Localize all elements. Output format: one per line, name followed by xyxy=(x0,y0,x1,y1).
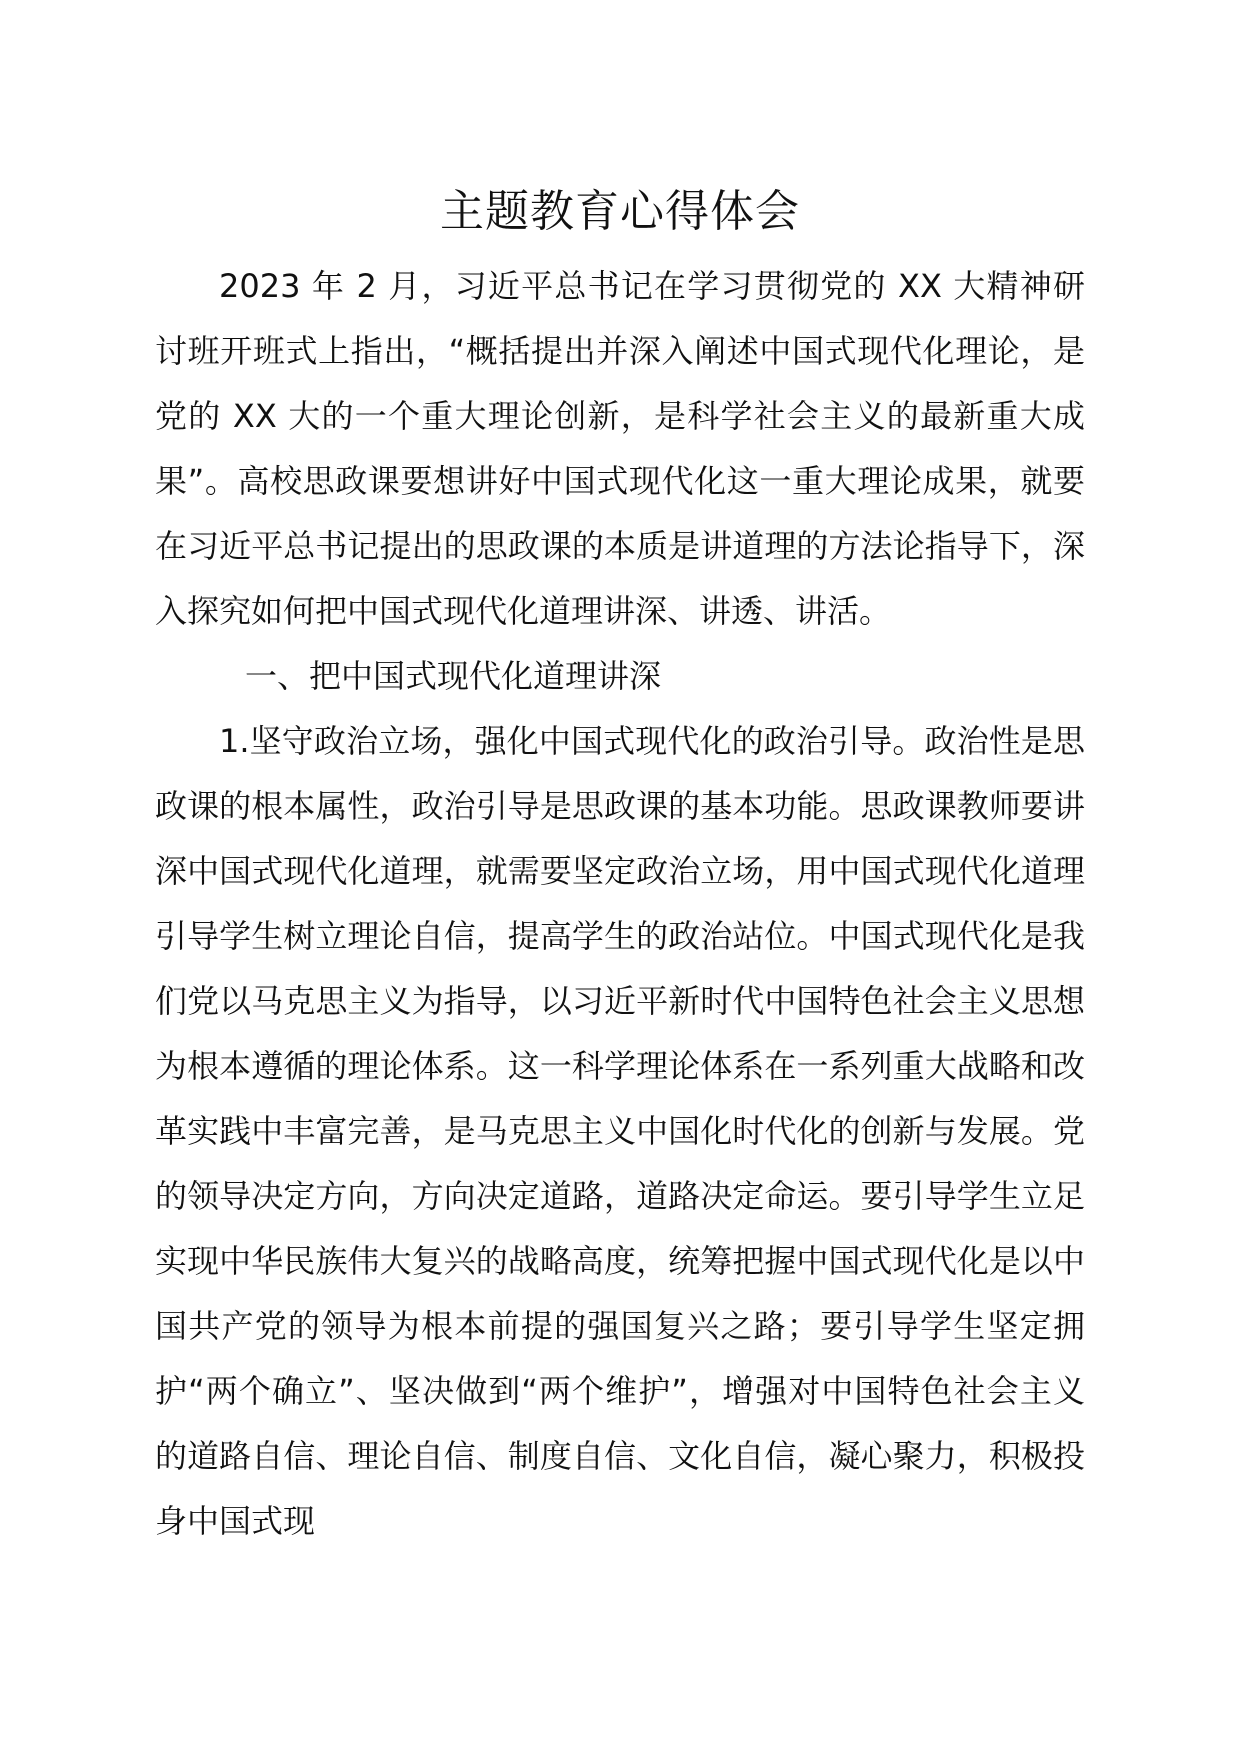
body-paragraph: 1.坚守政治立场，强化中国式现代化的政治引导。政治性是思政课的根本属性，政治引导是思政课的基本功能。思政课教师要讲深中国式现代化道理，就需要坚定政治立场，用中国式现代化道理引导学生树立理论自信，提高学生的政治站位。中国式现代化是我们党以马克思主义为指导，以习近平新时代中国特色社会主义思想为根本遵循的理论体系。这一科学理论体系在一系列重大战略和改革实践中丰富完善，是马克思主义中国化时代化的创新与发展。党的领导决定方向，方向决定道路，道路决定命运。要引导学生立足实现中华民族伟大复兴的战略高度，统筹把握中国式现代化是以中国共产党的领导为根本前提的强国复兴之路；要引导学生坚定拥护“两个确立”、坚决做到“两个维护”，增强对中国特色社会主义的道路自信、理论自信、制度自信、文化自信，凝心聚力，积极投身中国式现 xyxy=(155,722,1085,1540)
page-title: 主题教育心得体会 xyxy=(440,186,800,237)
intro-paragraph: 2023 年 2 月，习近平总书记在学习贯彻党的 XX 大精神研讨班开班式上指出，“概括提出并深入阐述中国式现代化理论，是党的 XX 大的一个重大理论创新，是科学社会主义的最新重大成果”。高校思政课要想讲好中国式现代化这一重大理论成果，就要在习近平总书记提出的思政课的本质是讲道理的方法论指导下，深入探究如何把中国式现代化道理讲深、讲透、讲活。 xyxy=(155,267,1085,630)
section-heading: 一、把中国式现代化道理讲深 xyxy=(245,657,662,695)
document-body xyxy=(155,254,1085,1554)
